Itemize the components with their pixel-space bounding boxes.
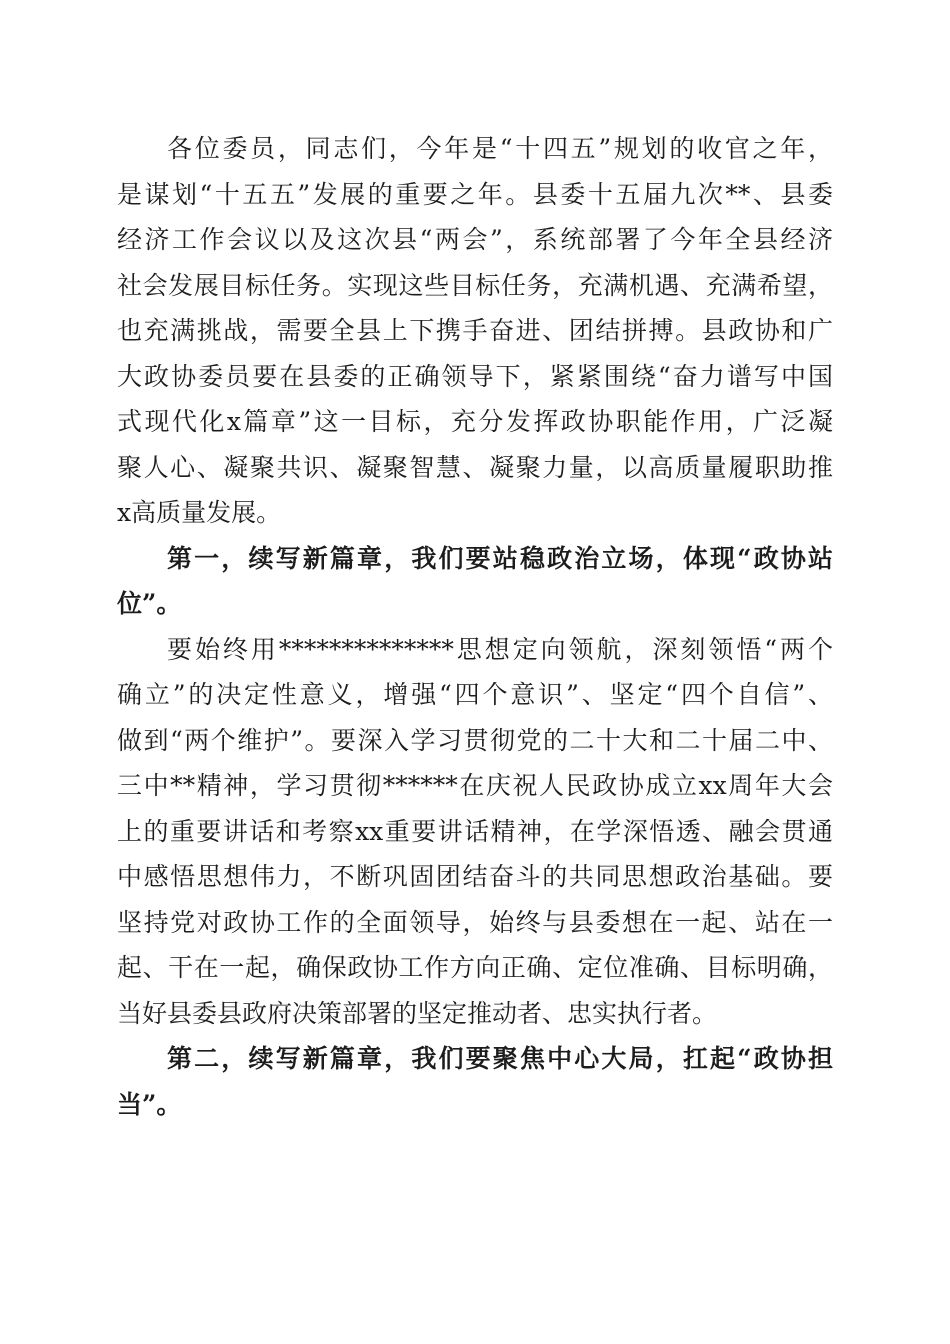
paragraph-line: 做到“两个维护”。要深入学习贯彻党的二十大和二十届二中、 <box>117 725 833 755</box>
heading-line: 位”。 <box>117 589 182 618</box>
paragraph-line: 经济工作会议以及这次县“两会”，系统部署了今年全县经济 <box>117 225 833 254</box>
document-body <box>117 126 833 1127</box>
paragraph-line: 当好县委县政府决策部署的坚定推动者、忠实执行者。 <box>117 998 718 1028</box>
heading-line: 第二，续写新篇章，我们要聚焦中心大局，扛起“政协担 <box>167 1044 833 1073</box>
paragraph-line: 上的重要讲话和考察xx重要讲话精神，在学深悟透、融会贯通 <box>117 816 833 846</box>
paragraph-first-section <box>117 627 833 1037</box>
heading-line: 当”。 <box>117 1089 182 1119</box>
paragraph-line: 坚持党对政协工作的全面领导，始终与县委想在一起、站在一 <box>117 907 833 937</box>
paragraph-line: 聚人心、凝聚共识、凝聚智慧、凝聚力量，以高质量履职助推 <box>117 452 833 482</box>
paragraph-line: 中感悟思想伟力，不断巩固团结奋斗的共同思想政治基础。要 <box>117 862 833 891</box>
paragraph-line: 确立”的决定性意义，增强“四个意识”、坚定“四个自信”、 <box>117 680 833 709</box>
paragraph-line: 是谋划“十五五”发展的重要之年。县委十五届九次**、县委 <box>117 179 833 209</box>
paragraph-intro <box>117 126 833 536</box>
paragraph-line: x高质量发展。 <box>117 498 282 527</box>
section-heading-first <box>117 536 833 627</box>
paragraph-line: 社会发展目标任务。实现这些目标任务，充满机遇、充满希望， <box>117 270 833 300</box>
paragraph-line: 也充满挑战，需要全县上下携手奋进、团结拼搏。县政协和广 <box>117 316 833 345</box>
section-heading-second <box>117 1036 833 1127</box>
paragraph-line: 各位委员，同志们，今年是“十四五”规划的收官之年， <box>167 134 833 163</box>
paragraph-line: 起、干在一起，确保政协工作方向正确、定位准确、目标明确， <box>117 953 833 982</box>
paragraph-line: 要始终用**************思想定向领航，深刻领悟“两个 <box>167 634 833 664</box>
paragraph-line: 三中**精神，学习贯彻******在庆祝人民政协成立xx周年大会 <box>117 771 833 800</box>
paragraph-line: 式现代化x篇章”这一目标，充分发挥政协职能作用，广泛凝 <box>117 407 833 436</box>
heading-line: 第一，续写新篇章，我们要站稳政治立场，体现“政协站 <box>167 543 833 573</box>
paragraph-line: 大政协委员要在县委的正确领导下，紧紧围绕“奋力谱写中国 <box>117 361 833 391</box>
